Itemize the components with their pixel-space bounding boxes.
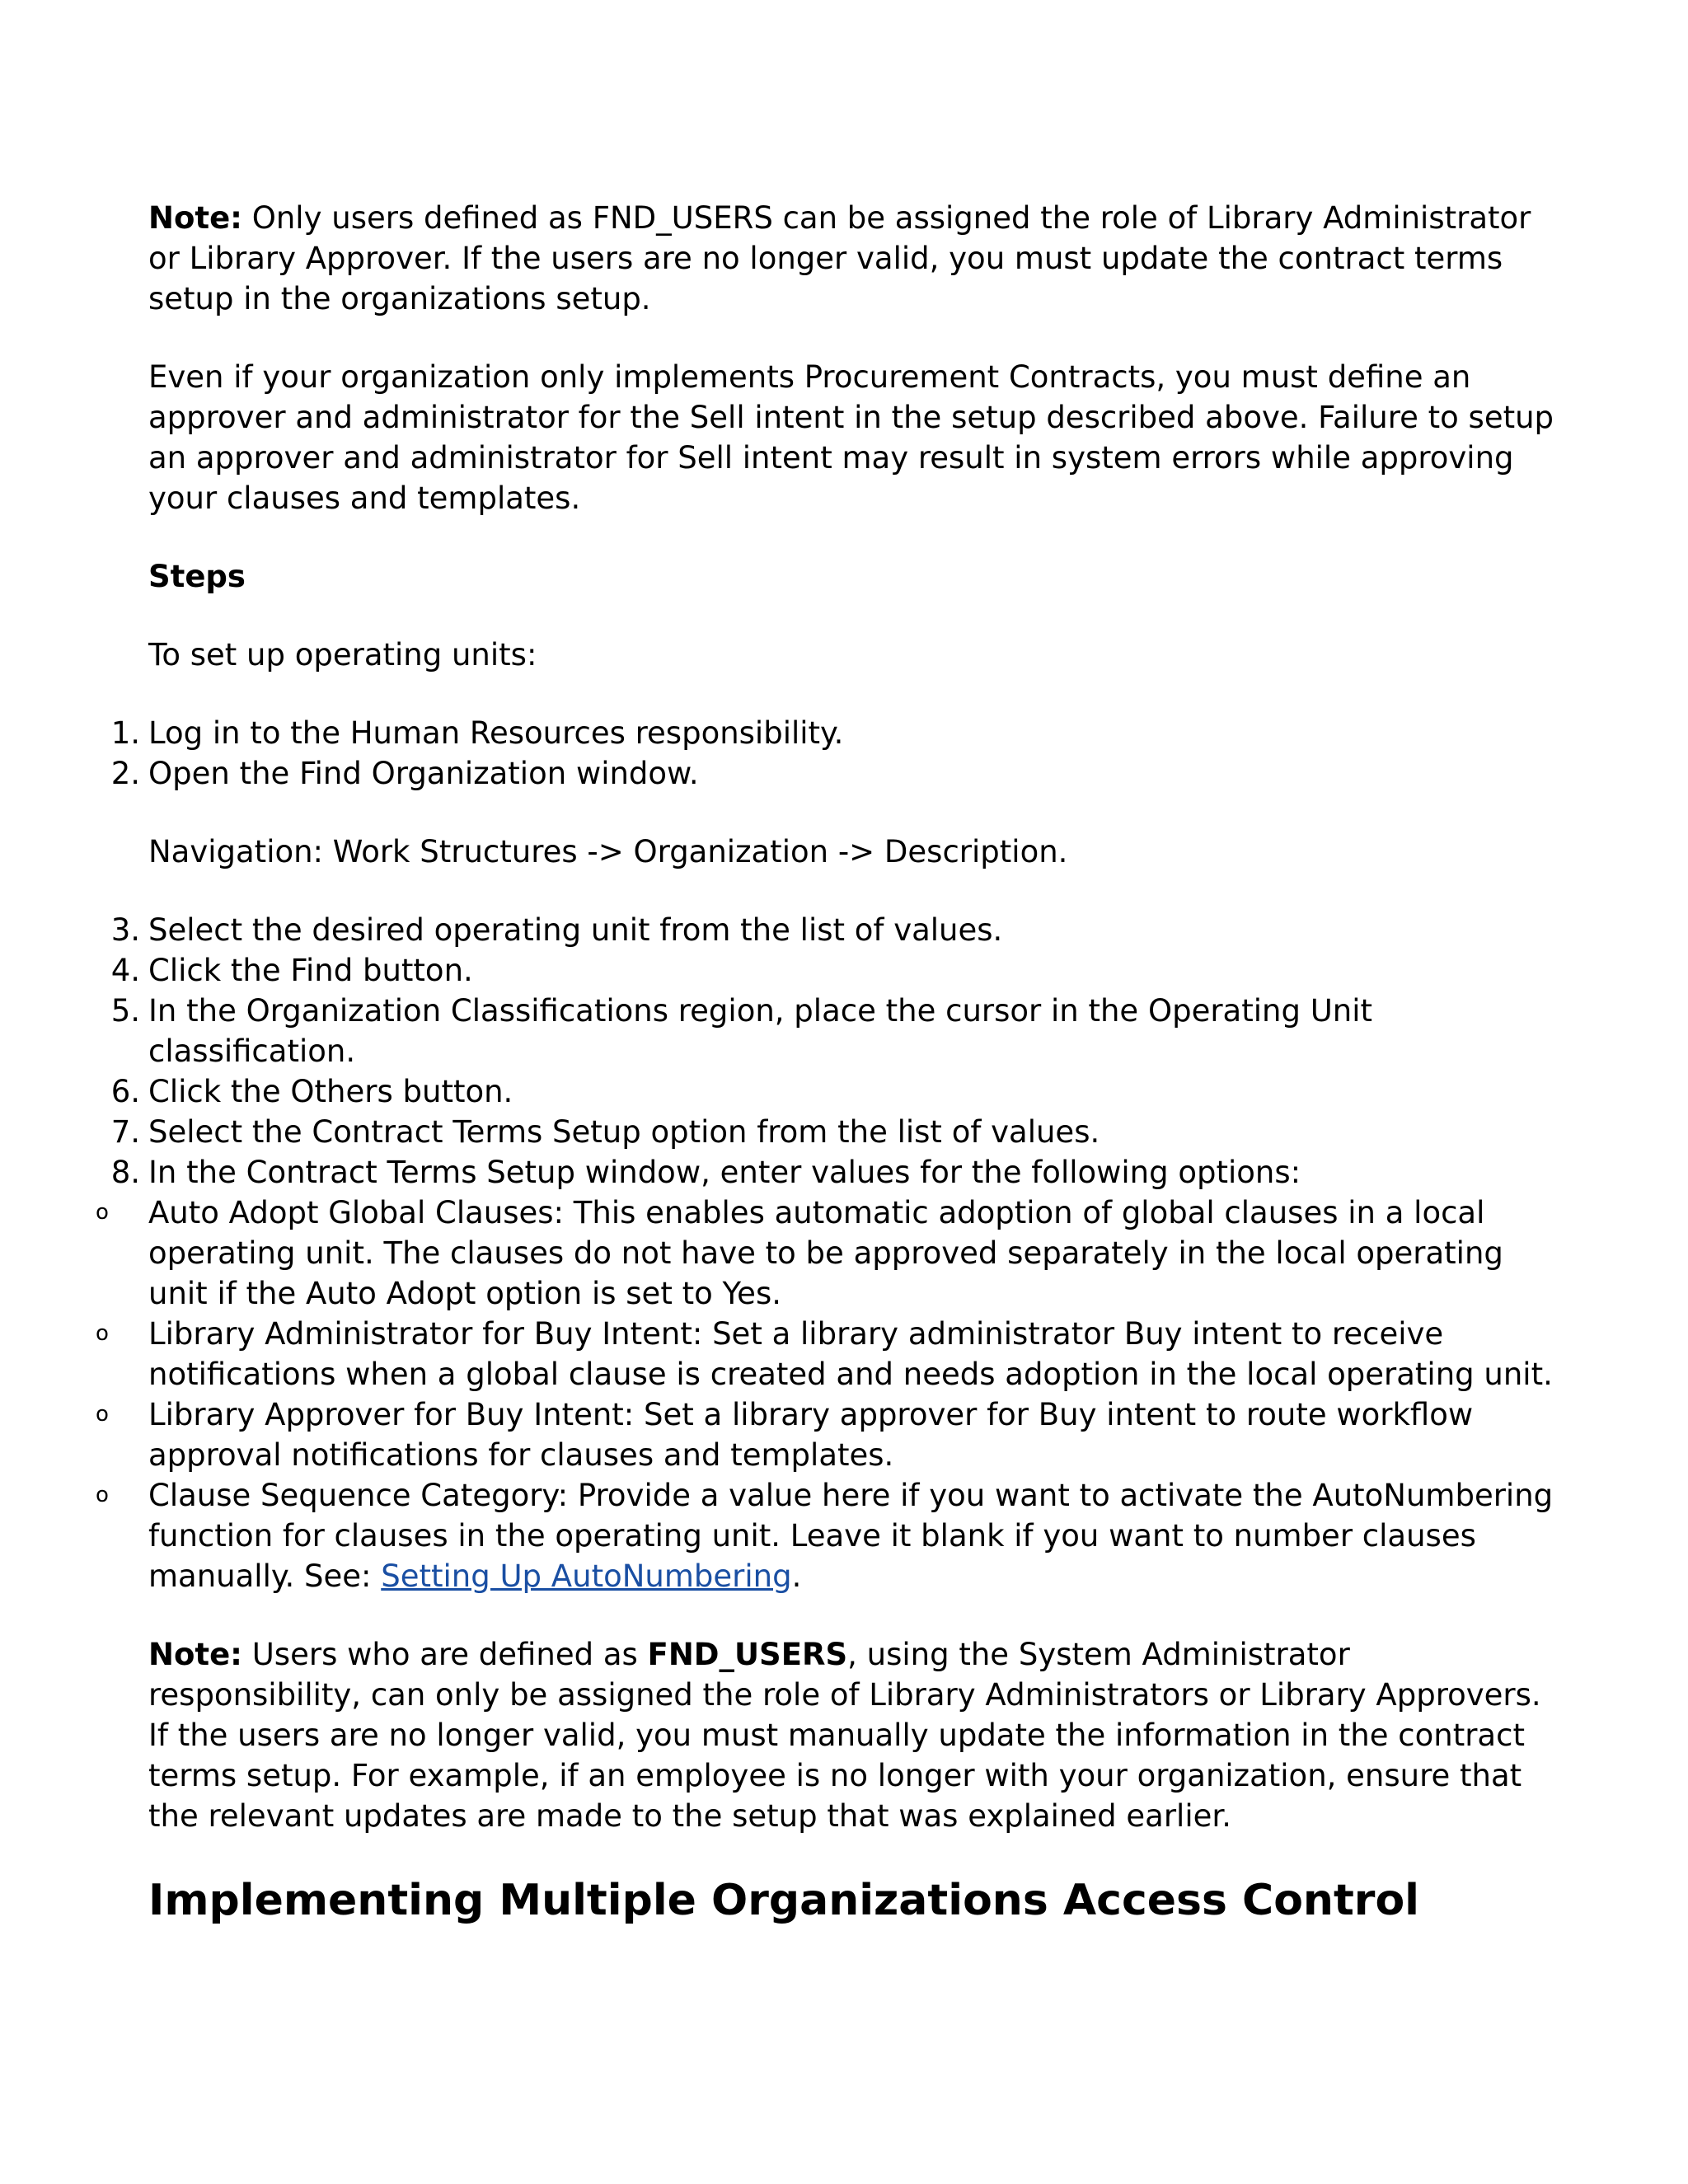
options-list	[96, 1193, 1566, 1596]
document-content	[96, 198, 1566, 1927]
step-number: 8.	[110, 1155, 140, 1190]
step-item	[110, 713, 1566, 753]
note-paragraph-2	[148, 1634, 1566, 1836]
step-text: Click the Others button.	[148, 1074, 513, 1109]
steps-heading: Steps	[148, 559, 246, 594]
step-text: Select the desired operating unit from the list of values.	[148, 912, 1003, 948]
steps-intro: To set up operating units:	[148, 637, 537, 673]
bullet-icon: o	[96, 1483, 109, 1507]
option-text: Clause Sequence Category: Provide a value here if you want to activate the AutoNumbering function for clauses in the operating unit. Leave it blank if you want to number clauses manually. See:	[148, 1478, 1554, 1594]
steps-list-a	[110, 713, 1566, 794]
spacer	[148, 1596, 1566, 1634]
step-text: In the Contract Terms Setup window, enter values for the following options:	[148, 1155, 1301, 1190]
option-item	[96, 1394, 1566, 1475]
section-title: Implementing Multiple Organizations Access Control	[148, 1876, 1419, 1925]
note-text: Only users defined as FND_USERS can be assigned the role of Library Administrator or Library Approver. If the users are no longer valid, you must update the contract terms setup in the organizations setup.	[148, 200, 1531, 316]
step-number: 5.	[110, 993, 140, 1029]
note-label: Note:	[148, 200, 242, 236]
step-item	[110, 991, 1566, 1071]
option-item	[96, 1193, 1566, 1314]
note-paragraph-1	[148, 198, 1566, 319]
step-number: 4.	[110, 953, 140, 988]
autonumbering-link[interactable]: Setting Up AutoNumbering	[381, 1558, 792, 1594]
bullet-icon: o	[96, 1200, 109, 1225]
note-label: Note:	[148, 1637, 242, 1672]
step-number: 6.	[110, 1074, 140, 1109]
step-text: Select the Contract Terms Setup option from the list of values.	[148, 1114, 1100, 1150]
option-suffix: .	[791, 1558, 802, 1594]
option-text: Library Administrator for Buy Intent: Set a library administrator Buy intent to receive notifications when a global clause is created and needs adoption in the local operating unit.	[148, 1316, 1553, 1392]
sell-intent-paragraph: Even if your organization only implements Procurement Contracts, you must define an approver and administrator for the Sell intent in the setup described above. Failure to setup an approver and administrator for Sell intent may result in system errors while approving your clauses and templates.	[148, 359, 1554, 516]
step-item	[110, 910, 1566, 950]
step-number: 7.	[110, 1114, 140, 1150]
step-item	[110, 950, 1566, 991]
step-item	[110, 753, 1566, 794]
note-text-a: Users who are defined as	[241, 1637, 648, 1672]
option-text: Auto Adopt Global Clauses: This enables automatic adoption of global clauses in a local operating unit. The clauses do not have to be approved separately in the local operating unit if the Auto Adopt option is set to Yes.	[148, 1195, 1503, 1311]
step-text: In the Organization Classifications region, place the cursor in the Operating Unit classification.	[148, 993, 1373, 1069]
bullet-icon: o	[96, 1402, 109, 1427]
step-text: Click the Find button.	[148, 953, 473, 988]
option-text: Library Approver for Buy Intent: Set a library approver for Buy intent to route workflow approval notifications for clauses and templates.	[148, 1397, 1474, 1473]
step-text: Log in to the Human Resources responsibility.	[148, 715, 844, 751]
option-item	[96, 1475, 1566, 1596]
bullet-icon: o	[96, 1321, 109, 1346]
step-item	[110, 1071, 1566, 1112]
step-item	[110, 1152, 1566, 1193]
step-number: 2.	[110, 756, 140, 791]
note-bold-term: FND_USERS	[647, 1637, 848, 1672]
step-number: 3.	[110, 912, 140, 948]
note-text-b: , using the System Administrator responsibility, can only be assigned the role of Library Administrators or Library Approvers. If the users are no longer valid, you must manually update the information in the contract terms setup. For example, if an employee is no longer with your organization, ensure that the relevant updates are made to the setup that was explained earlier.	[148, 1637, 1541, 1834]
option-item	[96, 1314, 1566, 1394]
steps-list-b	[110, 910, 1566, 1193]
step-number: 1.	[110, 715, 140, 751]
step-text: Open the Find Organization window.	[148, 756, 699, 791]
navigation-path: Navigation: Work Structures -> Organization -> Description.	[148, 834, 1068, 869]
step-item	[110, 1112, 1566, 1152]
